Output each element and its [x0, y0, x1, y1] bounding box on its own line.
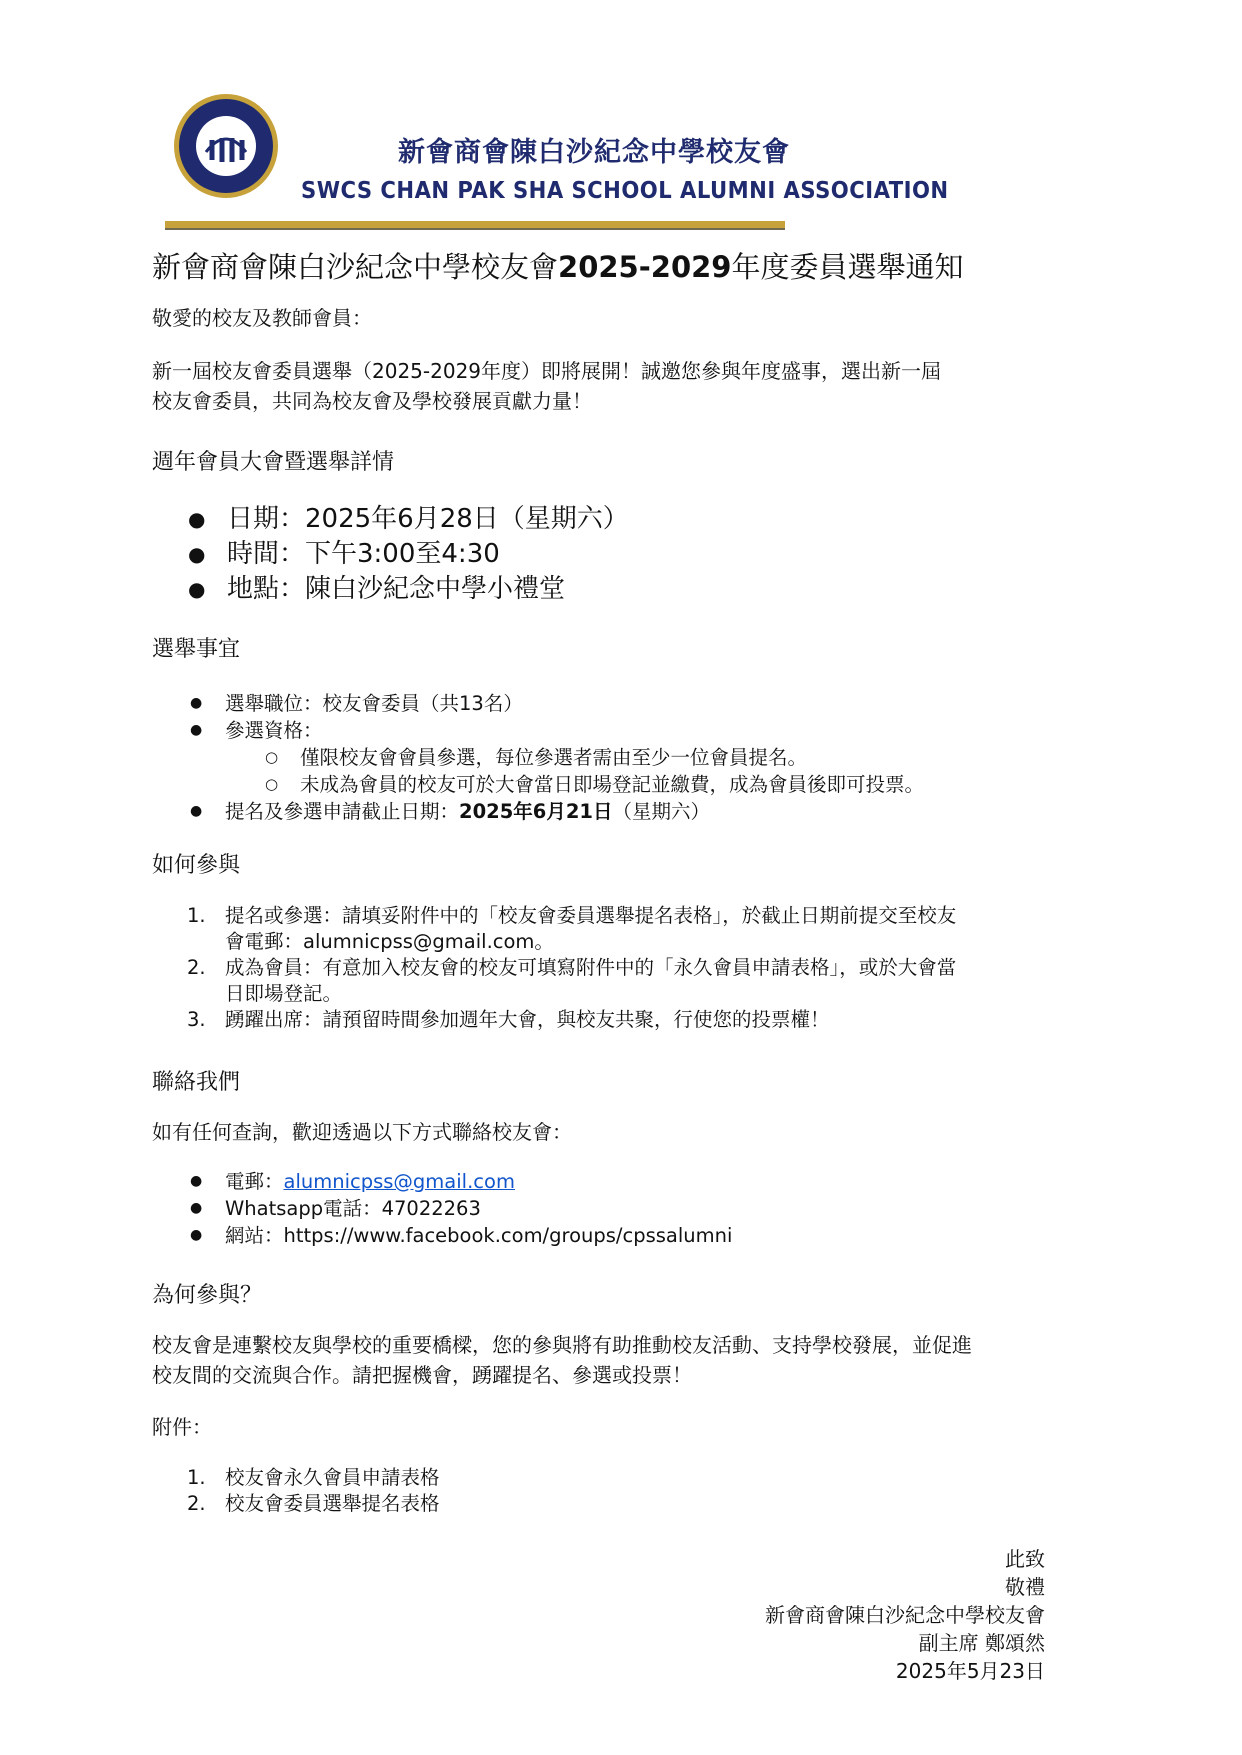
attachments-list	[152, 1465, 440, 1517]
eligibility-rule-2: ○ 未成為會員的校友可於大會當日即場登記並繳費，成為會員後即可投票。	[152, 771, 924, 798]
header-rule	[165, 221, 785, 228]
contact-whatsapp: ● Whatsapp電話：47022263	[152, 1195, 732, 1222]
contact-list	[152, 1168, 732, 1249]
contact-email: ● 電郵：alumnicpss@gmail.com	[152, 1168, 732, 1195]
association-logo	[172, 92, 280, 200]
attachment-item: 1. 校友會永久會員申請表格	[187, 1466, 440, 1489]
election-position: ● 選舉職位：校友會委員（共13名）	[152, 690, 924, 717]
email-link[interactable]: alumnicpss@gmail.com	[283, 1170, 515, 1193]
association-name-en: SWCS CHAN PAK SHA SCHOOL ALUMNI ASSOCIATION	[301, 178, 949, 204]
closing-line-1: 此致	[1005, 1547, 1045, 1571]
how-item: 2. 成為會員：有意加入校友會的校友可填寫附件中的「永久會員申請表格」，或於大會當 日即場登記。	[187, 956, 957, 1005]
signature-date: 2025年5月23日	[895, 1659, 1045, 1683]
election-list	[152, 690, 924, 825]
agm-date: ● 日期：2025年6月28日（星期六）	[152, 502, 629, 537]
greeting: 敬愛的校友及教師會員：	[152, 306, 372, 330]
attachments-label: 附件：	[152, 1415, 212, 1439]
signature-block	[765, 1545, 1045, 1685]
contact-heading: 聯絡我們	[152, 1070, 241, 1095]
association-name-zh: 新會商會陳白沙紀念中學校友會	[398, 137, 790, 168]
election-eligibility: ● 參選資格：	[152, 717, 924, 744]
intro-paragraph: 新一屆校友會委員選舉（2025-2029年度）即將展開！誠邀您參與年度盛事，選出新一屆 校友會委員，共同為校友會及學校發展貢獻力量！	[152, 359, 942, 413]
signature-org: 新會商會陳白沙紀念中學校友會	[765, 1603, 1045, 1627]
agm-heading: 週年會員大會暨選舉詳情	[152, 450, 395, 475]
agm-time: ● 時間：下午3:00至4:30	[152, 537, 629, 572]
contact-website: ● 網站：https://www.facebook.com/groups/cpssalumni	[152, 1222, 732, 1249]
agm-details-list	[152, 502, 629, 607]
why-heading: 為何參與？	[152, 1283, 263, 1308]
how-heading: 如何參與	[152, 853, 241, 878]
closing-line-2: 敬禮	[1005, 1575, 1045, 1599]
how-item: 1. 提名或參選：請填妥附件中的「校友會委員選舉提名表格」，於截止日期前提交至校友 會電郵：alumnicpss@gmail.com。	[187, 904, 957, 953]
why-paragraph: 校友會是連繫校友與學校的重要橋樑，您的參與將有助推動校友活動、支持學校發展，並促進 校友間的交流與合作。請把握機會，踴躍提名、參選或投票！	[152, 1333, 972, 1387]
how-list	[152, 903, 956, 1033]
election-deadline: ● 提名及參選申請截止日期：2025年6月21日（星期六）	[152, 798, 924, 825]
page-title: 新會商會陳白沙紀念中學校友會2025-2029年度委員選舉通知	[152, 250, 964, 284]
signature-signer: 副主席 鄭頌然	[918, 1631, 1045, 1655]
eligibility-rule-1: ○ 僅限校友會會員參選，每位參選者需由至少一位會員提名。	[152, 744, 924, 771]
header-rule-shadow	[165, 228, 785, 230]
how-item: 3. 踴躍出席：請預留時間參加週年大會，與校友共聚，行使您的投票權！	[187, 1008, 830, 1031]
attachment-item: 2. 校友會委員選舉提名表格	[187, 1492, 440, 1515]
agm-venue: ● 地點：陳白沙紀念中學小禮堂	[152, 572, 629, 607]
election-heading: 選舉事宜	[152, 637, 241, 662]
contact-intro: 如有任何查詢，歡迎透過以下方式聯絡校友會：	[152, 1120, 572, 1144]
